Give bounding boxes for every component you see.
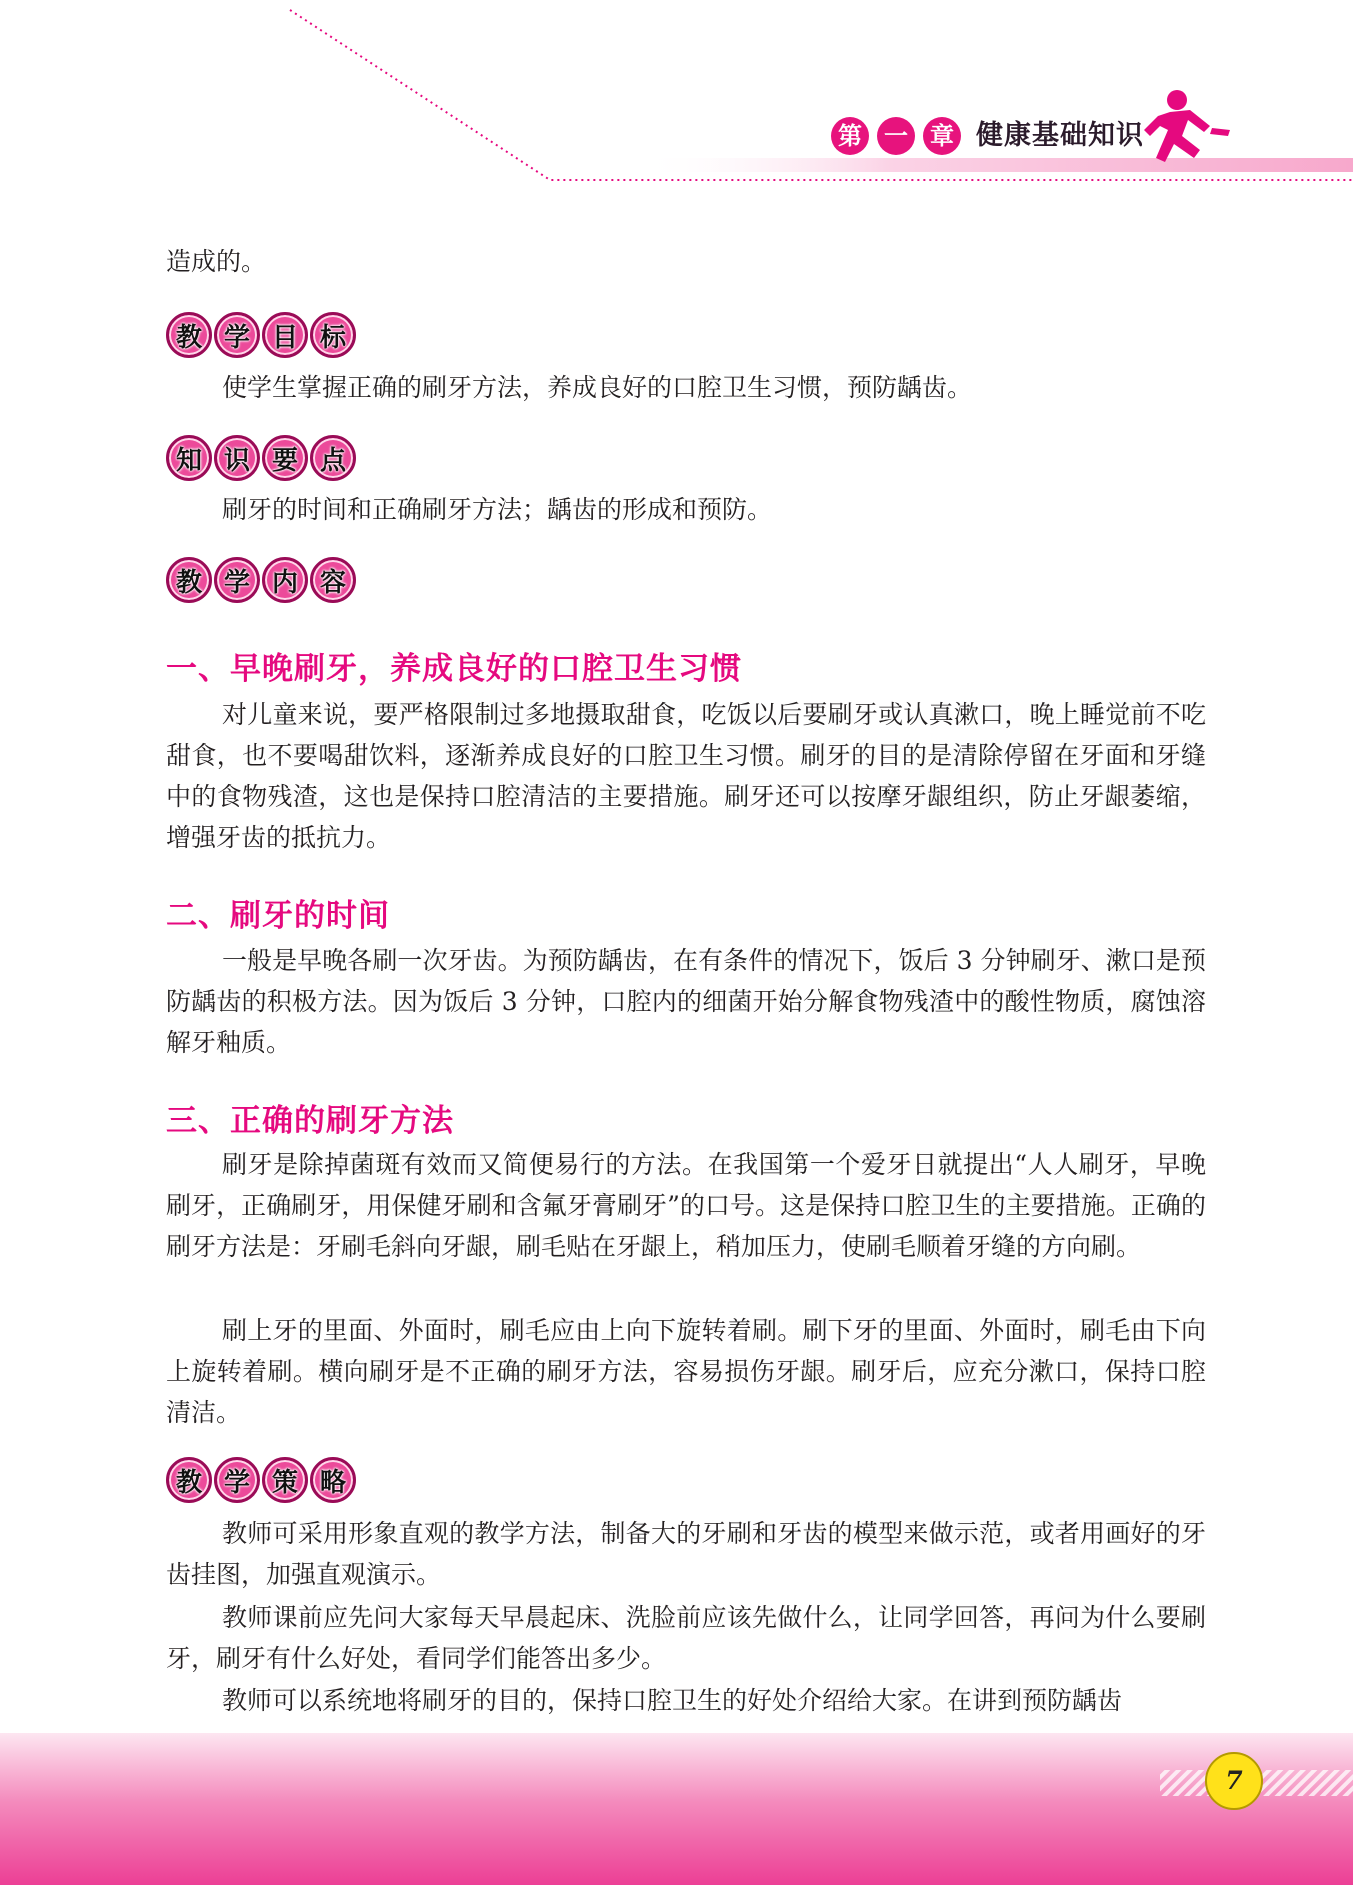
section-2-paragraph: 一般是早晚各刷一次牙齿。为预防龋齿，在有条件的情况下，饭后 3 分钟刷牙、漱口是预防龋齿的积极方法。因为饭后 3 分钟，口腔内的细菌开始分解食物残渣中的酸性物质，腐蚀溶解牙釉质。 [166, 946, 1206, 1057]
goal-text: 使学生掌握正确的刷牙方法，养成良好的口腔卫生习惯，预防龋齿。 [222, 373, 973, 402]
strategy-badge [166, 1457, 356, 1507]
badge-char: 知 [166, 435, 212, 481]
strategy-paragraph-1: 教师可采用形象直观的教学方法，制备大的牙刷和牙齿的模型来做示范，或者用画好的牙齿挂图，加强直观演示。 [166, 1519, 1206, 1589]
badge-char: 容 [310, 557, 356, 603]
badge-char: 内 [262, 557, 308, 603]
content-badge [166, 557, 356, 607]
badge-char: 略 [310, 1457, 356, 1503]
badge-char: 要 [262, 435, 308, 481]
badge-char: 教 [166, 312, 212, 358]
chapter-char-1: 第 [831, 117, 869, 155]
points-badge [166, 435, 356, 485]
badge-char: 目 [262, 312, 308, 358]
chapter-title: 健康基础知识 [976, 120, 1144, 151]
badge-char: 识 [214, 435, 260, 481]
points-text: 刷牙的时间和正确刷牙方法；龋齿的形成和预防。 [222, 495, 773, 524]
badge-char: 策 [262, 1457, 308, 1503]
page-number-area [1160, 1752, 1353, 1812]
intro-line: 造成的。 [166, 247, 267, 276]
chapter-char-2: 一 [877, 117, 915, 155]
badge-char: 学 [214, 557, 260, 603]
section-heading-2: 二、刷牙的时间 [166, 898, 390, 934]
goal-badge [166, 312, 356, 362]
page-footer [0, 1733, 1353, 1885]
section-3-paragraph-2: 刷上牙的里面、外面时，刷毛应由上向下旋转着刷。刷下牙的里面、外面时，刷毛由下向上旋转着刷。横向刷牙是不正确的刷牙方法，容易损伤牙龈。刷牙后，应充分漱口，保持口腔清洁。 [166, 1316, 1206, 1427]
badge-char: 教 [166, 557, 212, 603]
badge-char: 点 [310, 435, 356, 481]
section-heading-1: 一、早晚刷牙，养成良好的口腔卫生习惯 [166, 651, 742, 687]
strategy-paragraph-2: 教师课前应先问大家每天早晨起床、洗脸前应该先做什么，让同学回答，再问为什么要刷牙，刷牙有什么好处，看同学们能答出多少。 [166, 1603, 1206, 1673]
page-number: 7 [1205, 1752, 1263, 1810]
section-1-paragraph: 对儿童来说，要严格限制过多地摄取甜食，吃饭以后要刷牙或认真漱口，晚上睡觉前不吃甜食，也不要喝甜饮料，逐渐养成良好的口腔卫生习惯。刷牙的目的是清除停留在牙面和牙缝中的食物残渣，这也是保持口腔清洁的主要措施。刷牙还可以按摩牙龈组织，防止牙龈萎缩，增强牙齿的抵抗力。 [166, 700, 1206, 852]
badge-char: 学 [214, 1457, 260, 1503]
badge-char: 学 [214, 312, 260, 358]
header-decoration [0, 0, 1353, 200]
badge-char: 标 [310, 312, 356, 358]
section-heading-3: 三、正确的刷牙方法 [166, 1103, 454, 1139]
runner-icon [1144, 90, 1230, 162]
chapter-char-3: 章 [923, 117, 961, 155]
strategy-paragraph-3: 教师可以系统地将刷牙的目的，保持口腔卫生的好处介绍给大家。在讲到预防龋齿 [222, 1686, 1123, 1715]
section-3-paragraph-1: 刷牙是除掉菌斑有效而又简便易行的方法。在我国第一个爱牙日就提出“人人刷牙，早晚刷牙，正确刷牙，用保健牙刷和含氟牙膏刷牙”的口号。这是保持口腔卫生的主要措施。正确的刷牙方法是：牙刷毛斜向牙龈，刷毛贴在牙龈上，稍加压力，使刷毛顺着牙缝的方向刷。 [166, 1150, 1206, 1261]
badge-char: 教 [166, 1457, 212, 1503]
